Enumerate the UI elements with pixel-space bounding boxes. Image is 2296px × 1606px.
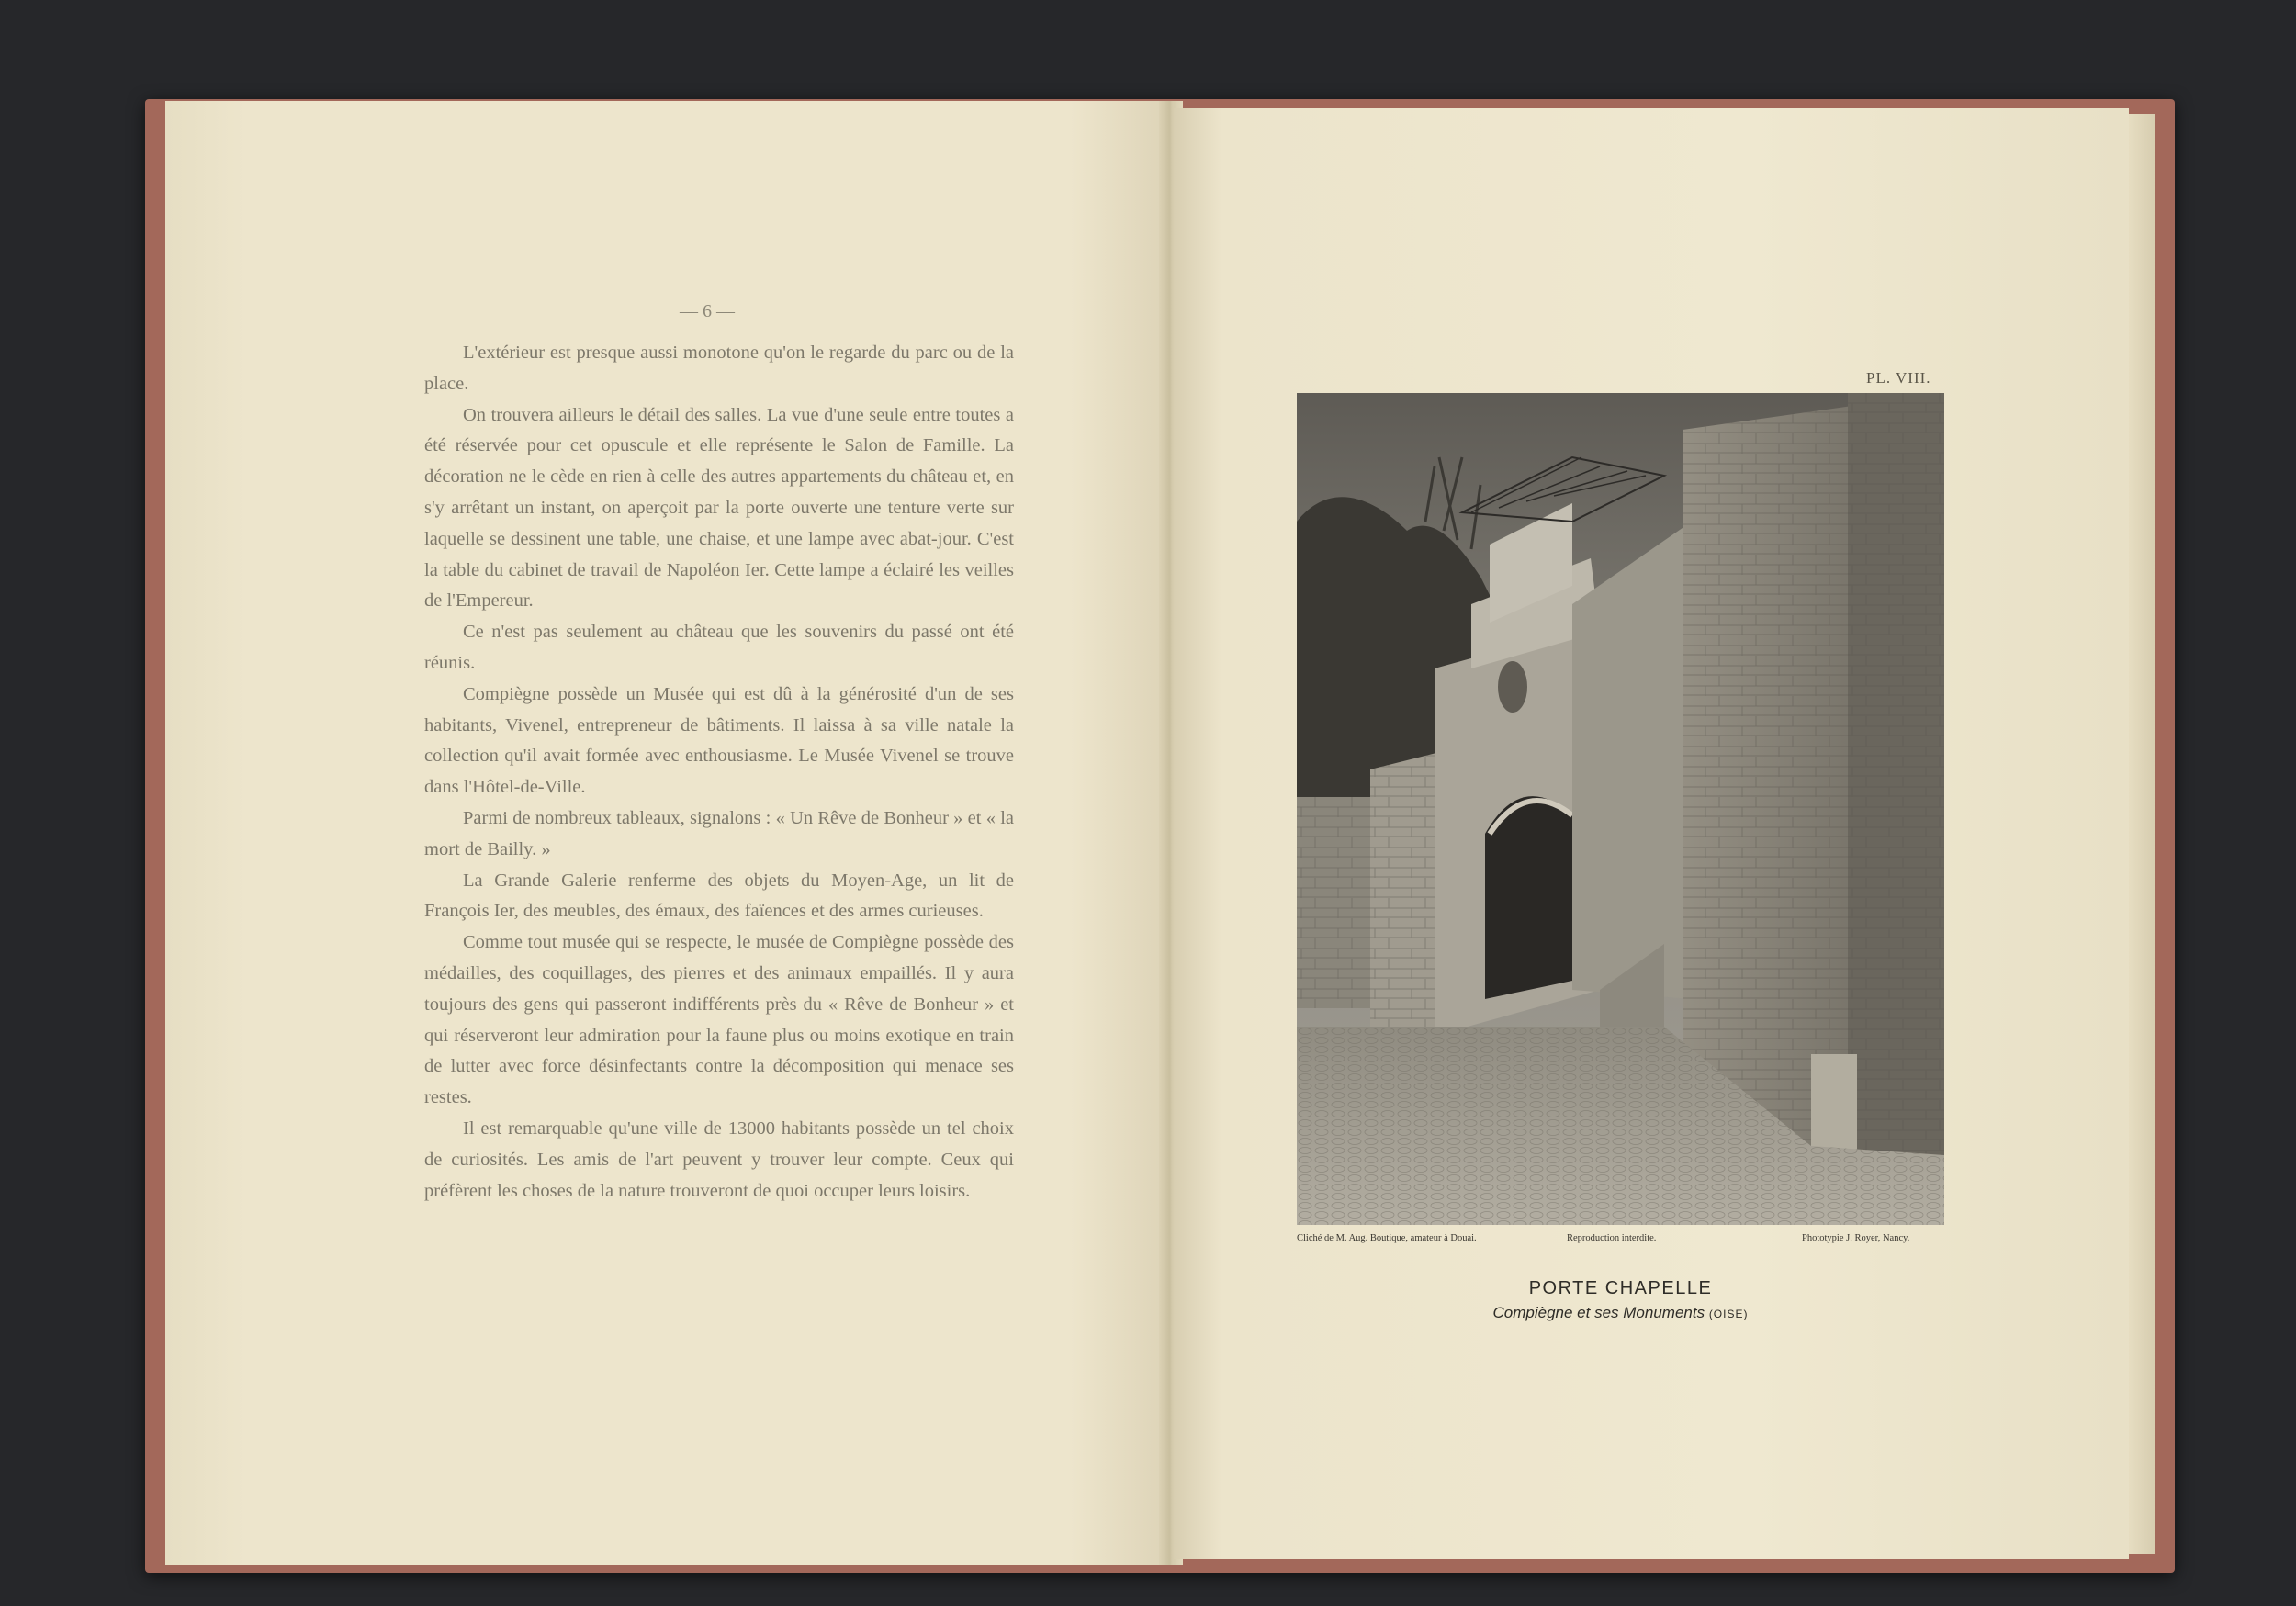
paragraph: Parmi de nombreux tableaux, signalons : « Un Rêve de Bonheur » et « la mort de Bailly. » bbox=[424, 807, 1014, 859]
paragraph: L'extérieur est presque aussi monotone qu'on le regarde du parc ou de la place. bbox=[424, 343, 1014, 394]
page-edges bbox=[2129, 114, 2155, 1554]
caption-subtitle-text: Compiègne et ses Monuments bbox=[1492, 1304, 1705, 1321]
caption-subtitle bbox=[1297, 1304, 1944, 1322]
porte-chapelle-photograph bbox=[1297, 393, 1944, 1225]
reproduction-notice: Reproduction interdite. bbox=[1567, 1233, 1657, 1243]
paragraph: Comme tout musée qui se respecte, le musée de Compiègne possède des médailles, des coquillages, des pierres et des animaux empaillés. Il y aura toujours des gens qui passeront indifférents près du « Rêve de Bonheur » et qui réserveront leur admiration pour la faune plus ou moins exotique en train de lutter avec force désinfectants contre la décomposition qui menace ses restes. bbox=[424, 932, 1014, 1108]
paragraph: Compiègne possède un Musée qui est dû à la générosité d'un de ses habitants, Vivenel, entrepreneur de bâtiments. Il laissa à sa ville natale la collection qu'il avait formée avec enthousiasme. Le Musée Vivenel se trouve dans l'Hôtel-de-Ville. bbox=[424, 683, 1014, 798]
printer-credit: Phototypie J. Royer, Nancy. bbox=[1802, 1233, 1910, 1243]
caption-title: PORTE CHAPELLE bbox=[1528, 1278, 1713, 1298]
caption-region: (OISE) bbox=[1708, 1308, 1749, 1320]
paragraph: Ce n'est pas seulement au château que les souvenirs du passé ont été réunis. bbox=[424, 622, 1014, 673]
photo-credit: Cliché de M. Aug. Boutique, amateur à Douai. bbox=[1297, 1233, 1477, 1243]
paragraph: La Grande Galerie renferme des objets du Moyen-Age, un lit de François Ier, des meubles, des émaux, des faïences et des armes curieuses. bbox=[424, 870, 1014, 922]
paragraph: Il est remarquable qu'une ville de 13000 habitants possède un tel choix de curiosités. Les amis de l'art peuvent y trouver leur compte. Ceux qui préfèrent les choses de la nature trouveront de quoi occuper leurs loisirs. bbox=[424, 1117, 1014, 1201]
plate-label: PL. VIII. bbox=[1866, 369, 1931, 387]
body-text bbox=[424, 338, 1014, 1207]
paragraph: On trouvera ailleurs le détail des salles. La vue d'une seule entre toutes a été réservée pour cet opuscule et elle représente le Salon de Famille. La décoration ne le cède en rien à celle des autres appartements du château et, en s'y arrêtant un instant, on aperçoit par la porte ouverte une tenture verte sur laquelle se dessinent une table, une chaise, et une lampe avec abat-jour. C'est la table du cabinet de travail de Napoléon Ier. Cette lampe a éclairé les veilles de l'Empereur. bbox=[424, 404, 1014, 612]
page-number: — 6 — bbox=[680, 301, 735, 321]
